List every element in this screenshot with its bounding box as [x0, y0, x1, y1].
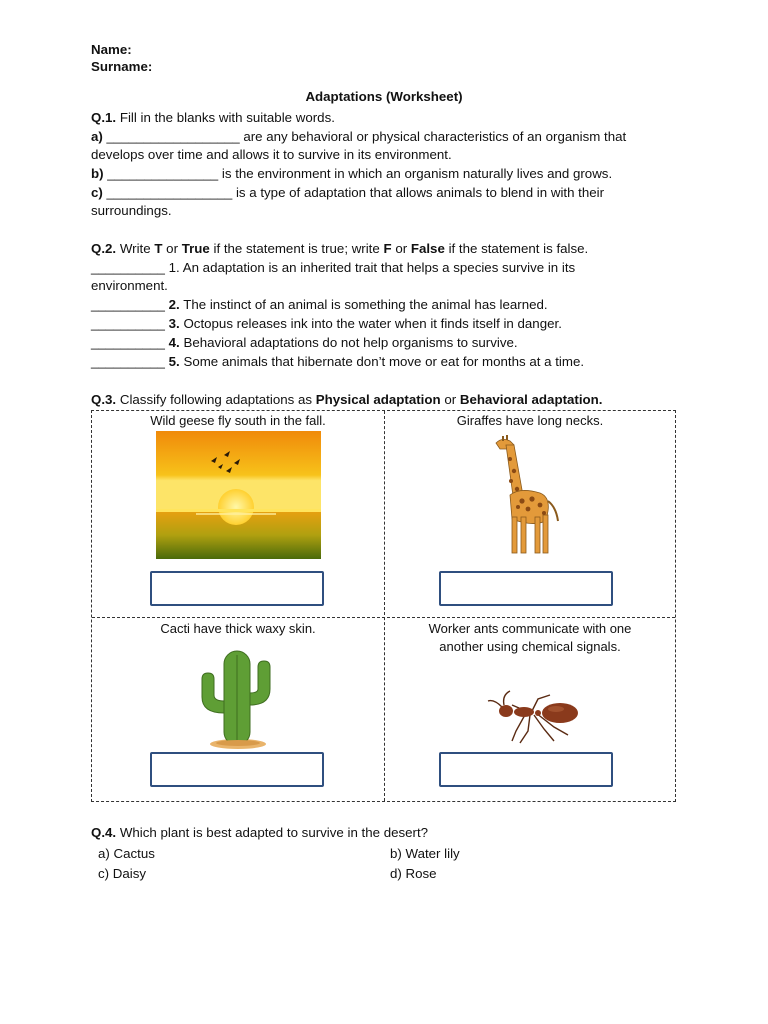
q2-heading: Q.2. Write T or True if the statement is true; write F or False if the statement is false.	[91, 241, 589, 256]
q1-item-b: b) _______________ is the environment in which an organism naturally lives and grows.	[91, 166, 613, 181]
caption-geese: Wild geese fly south in the fall.	[150, 413, 326, 428]
surname-label: Surname:	[91, 59, 153, 74]
caption-giraffe: Giraffes have long necks.	[456, 413, 604, 428]
answer-box-geese[interactable]	[150, 571, 324, 606]
q1-item-c-cont: surroundings.	[91, 203, 172, 218]
cell-giraffe	[384, 411, 676, 617]
name-label: Name:	[91, 42, 132, 57]
caption-cactus: Cacti have thick waxy skin.	[160, 621, 316, 636]
q1-item-a-cont: develops over time and allows it to survive in its environment.	[91, 147, 452, 162]
q1-item-a: a) __________________ are any behavioral or physical characteristics of an organism that	[91, 129, 627, 144]
blank-a[interactable]: __________________	[106, 129, 240, 144]
tf-blank[interactable]: __________	[91, 335, 165, 350]
answer-box-giraffe[interactable]	[439, 571, 613, 606]
q4-option-b[interactable]: b) Water lily	[390, 846, 460, 861]
cell-cactus	[92, 617, 384, 823]
q1-item-c: c) _________________ is a type of adaptation that allows animals to blend in with their	[91, 185, 605, 200]
cactus-icon	[190, 645, 282, 749]
tf-blank[interactable]: __________	[91, 260, 165, 275]
q4-option-a[interactable]: a) Cactus	[98, 846, 155, 861]
cell-geese	[92, 411, 384, 617]
q1-heading: Q.1. Fill in the blanks with suitable words.	[91, 110, 335, 125]
q4-option-d[interactable]: d) Rose	[390, 866, 437, 881]
ant-icon	[486, 687, 586, 747]
q2-item: __________ 1. An adaptation is an inherited trait that helps a species survive in its	[91, 260, 576, 275]
answer-box-ant[interactable]	[439, 752, 613, 787]
caption-ant-1: Worker ants communicate with one	[428, 621, 632, 636]
q2-item: __________ 5. Some animals that hibernate don’t move or eat for months at a time.	[91, 354, 585, 369]
blank-c[interactable]: _________________	[106, 185, 233, 200]
q2-item: __________ 2. The instinct of an animal is something the animal has learned.	[91, 297, 548, 312]
page-title: Adaptations (Worksheet)	[305, 89, 463, 104]
blank-b[interactable]: _______________	[107, 166, 219, 181]
sunset-geese-icon	[156, 431, 321, 559]
tf-blank[interactable]: __________	[91, 297, 165, 312]
caption-ant-2: another using chemical signals.	[439, 639, 621, 654]
q2-item-cont: environment.	[91, 278, 168, 293]
q4-heading: Q.4. Which plant is best adapted to survive in the desert?	[91, 825, 429, 840]
q2-item: __________ 4. Behavioral adaptations do not help organisms to survive.	[91, 335, 518, 350]
tf-blank[interactable]: __________	[91, 316, 165, 331]
classification-grid	[91, 410, 676, 802]
q3-heading: Q.3. Classify following adaptations as Physical adaptation or Behavioral adaptation.	[91, 392, 603, 407]
giraffe-icon	[488, 435, 568, 559]
q4-option-c[interactable]: c) Daisy	[98, 866, 147, 881]
answer-box-cactus[interactable]	[150, 752, 324, 787]
tf-blank[interactable]: __________	[91, 354, 165, 369]
q2-item: __________ 3. Octopus releases ink into the water when it finds itself in danger.	[91, 316, 562, 331]
cell-ant	[384, 617, 676, 823]
